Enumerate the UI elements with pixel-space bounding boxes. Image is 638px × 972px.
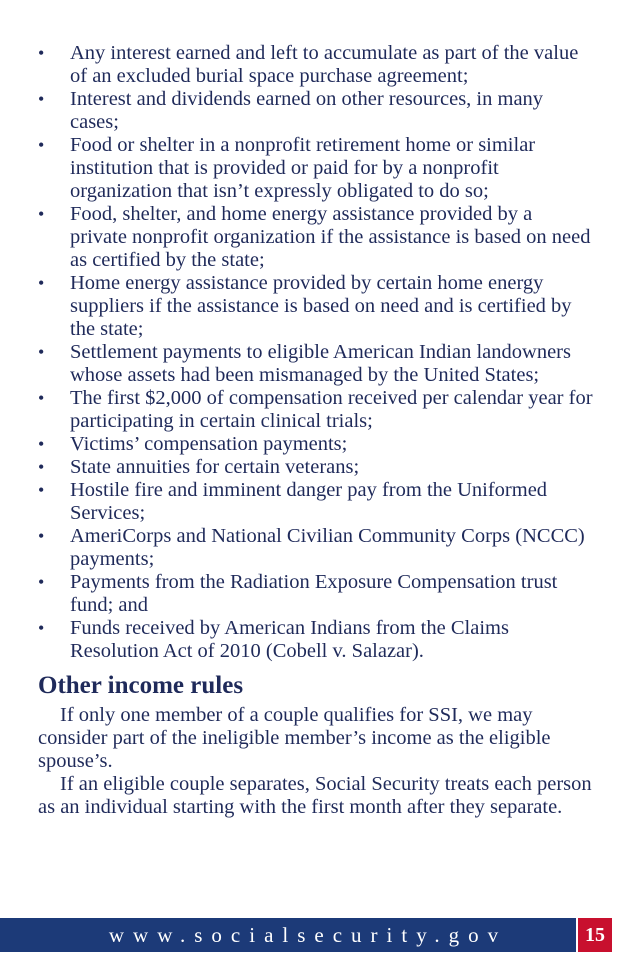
list-item-text: The first $2,000 of compensation received per calendar year for participating in certain clinical trials; — [70, 387, 593, 432]
list-item-text: Payments from the Radiation Exposure Compensation trust fund; and — [70, 571, 558, 616]
list-item — [38, 272, 594, 341]
bullet-icon: • — [38, 480, 45, 500]
bullet-icon: • — [38, 388, 45, 408]
list-item — [38, 525, 594, 571]
list-item — [38, 456, 594, 479]
bullet-icon: • — [38, 526, 45, 546]
bullet-icon: • — [38, 273, 45, 293]
list-item-text: Funds received by American Indians from the Claims Resolution Act of 2010 (Cobell v. Salazar). — [70, 617, 509, 662]
list-item-text: Food or shelter in a nonprofit retirement home or similar institution that is provided or paid for by a nonprofit organization that isn’t expressly obligated to do so; — [70, 134, 536, 202]
list-item-text: Any interest earned and left to accumulate as part of the value of an excluded burial space purchase agreement; — [70, 42, 579, 87]
list-item-text: AmeriCorps and National Civilian Community Corps (NCCC) payments; — [70, 525, 585, 570]
bullet-icon: • — [38, 204, 45, 224]
section-heading: Other income rules — [38, 672, 244, 699]
list-item-text: Hostile fire and imminent danger pay from the Uniformed Services; — [70, 479, 548, 524]
bullet-icon: • — [38, 572, 45, 592]
list-item-text: Home energy assistance provided by certain home energy suppliers if the assistance is based on need and is certified by the state; — [70, 272, 572, 340]
page-number-badge: 15 — [578, 918, 612, 952]
list-item-text: Settlement payments to eligible American Indian landowners whose assets had been mismanaged by the United States; — [70, 341, 571, 386]
footer-bar — [0, 918, 576, 952]
list-item — [38, 479, 594, 525]
bullet-icon: • — [38, 89, 45, 109]
list-item — [38, 433, 594, 456]
list-item — [38, 341, 594, 387]
page-content — [38, 42, 594, 819]
list-item-text: Victims’ compensation payments; — [70, 433, 348, 455]
bullet-icon: • — [38, 618, 45, 638]
bullet-icon: • — [38, 434, 45, 454]
list-item — [38, 571, 594, 617]
list-item-text: State annuities for certain veterans; — [70, 456, 360, 478]
list-item — [38, 617, 594, 663]
list-item — [38, 134, 594, 203]
list-item-text: Interest and dividends earned on other resources, in many cases; — [70, 88, 544, 133]
bullet-icon: • — [38, 135, 45, 155]
paragraph: If only one member of a couple qualifies for SSI, we may consider part of the ineligible member’s income as the eligible spouse’s. — [38, 704, 551, 772]
list-item — [38, 42, 594, 88]
paragraph: If an eligible couple separates, Social Security treats each person as an individual starting with the first month after they separate. — [38, 773, 592, 818]
list-item-text: Food, shelter, and home energy assistance provided by a private nonprofit organization if the assistance is based on need as certified by the state; — [70, 203, 591, 271]
excluded-income-list — [38, 42, 594, 663]
footer-url: www.socialsecurity.gov — [108, 922, 508, 947]
list-item — [38, 88, 594, 134]
list-item — [38, 203, 594, 272]
bullet-icon: • — [38, 457, 45, 477]
list-item — [38, 387, 594, 433]
bullet-icon: • — [38, 43, 45, 63]
bullet-icon: • — [38, 342, 45, 362]
